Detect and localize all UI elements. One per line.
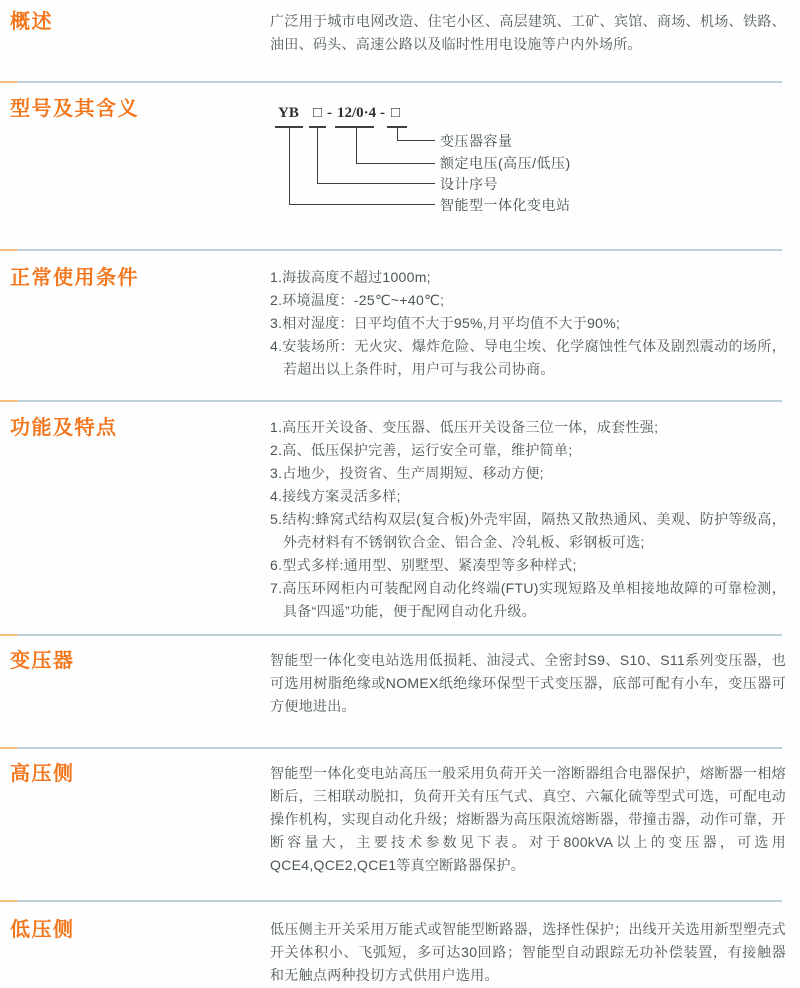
section-hv-body (270, 762, 800, 900)
section-heading-features: 功能及特点 (10, 417, 118, 439)
section-heading-lv: 低压侧 (10, 919, 75, 941)
section-features-head (0, 416, 270, 634)
model-designation-diagram (270, 97, 786, 237)
model-code-box2: □ (391, 105, 401, 121)
model-code-box1: □ (313, 105, 323, 121)
lv-paragraph: 低压侧主开关采用万能式或智能型断路器，选择性保护；出线开关选用新型塑壳式开关体积小、飞弧短，多可达30回路；智能型自动跟踪无功补偿装置，有接触器和无触点两种投切方式供用户选用。 (270, 921, 786, 983)
section-hv-head (0, 762, 270, 900)
section-heading-conditions: 正常使用条件 (10, 267, 139, 289)
model-code-voltage: 12/0·4 (337, 105, 377, 121)
condition-item: 3.相对湿度：日平均值不大于95%,月平均值不大于90%; (270, 315, 621, 331)
feature-item: 4.接线方案灵活多样; (270, 488, 401, 504)
condition-item: 1.海拔高度不超过1000m; (270, 269, 431, 285)
section-overview-body (270, 10, 800, 81)
diagram-label-transformer-capacity: 变压器容量 (440, 133, 513, 149)
overview-paragraph: 广泛用于城市电网改造、住宅小区、高层建筑、工矿、宾馆、商场、机场、铁路、油田、码头、高速公路以及临时性用电设施等户内外场所。 (270, 13, 786, 52)
feature-item: 6.型式多样:通用型、别墅型、紧凑型等多种样式; (270, 557, 577, 573)
section-operating-conditions (0, 251, 800, 400)
section-features-body (270, 416, 800, 634)
diagram-label-station-type: 智能型一体化变电站 (440, 197, 571, 213)
transformer-paragraph: 智能型一体化变电站选用低损耗、油浸式、全密封S9、S10、S11系列变压器，也可选用树脂绝缘或NOMEX纸绝缘环保型干式变压器，底部可配有小车，变压器可方便地进出。 (270, 652, 786, 714)
condition-item: 2.环境温度：-25℃~+40℃; (270, 292, 445, 308)
section-heading-transformer: 变压器 (10, 650, 75, 672)
section-low-voltage-side (0, 902, 800, 988)
section-transformer-head (0, 649, 270, 747)
diagram-label-design-serial: 设计序号 (440, 176, 498, 192)
feature-item: 2.高、低压保护完善，运行安全可靠，维护简单; (270, 442, 573, 458)
section-model-designation (0, 83, 800, 249)
model-code-dash1: - (327, 105, 332, 121)
section-features (0, 402, 800, 634)
feature-item: 7.高压环网柜内可装配网自动化终端(FTU)实现短路及单相接地故障的可靠检测，具备“四遥”功能，便于配网自动化升级。 (270, 580, 786, 619)
section-heading-hv: 高压侧 (10, 763, 75, 785)
section-overview (0, 0, 800, 81)
section-heading-model: 型号及其含义 (10, 98, 139, 120)
section-conditions-head (0, 266, 270, 400)
section-high-voltage-side (0, 749, 800, 900)
hv-paragraph: 智能型一体化变电站高压一般采用负荷开关一溶断器组合电器保护，熔断器一相熔断后，三相联动脱扣，负荷开关有压气式、真空、六氟化硫等型式可选，可配电动操作机构，实现自动化升级；熔断器为高压限流熔断器，带撞击器，动作可靠，开断容量大，主要技术参数见下表。对于800kVA以上的变压器，可选用QCE4,QCE2,QCE1等真空断路器保护。 (270, 765, 786, 873)
section-model-head (0, 97, 270, 249)
feature-item: 5.结构:蜂窝式结构双层(复合板)外壳牢固，隔热又散热通风、美观、防护等级高，外壳材料有不锈钢钦合金、铝合金、冷轧板、彩钢板可选; (270, 511, 786, 550)
model-code-prefix: YB (278, 105, 299, 121)
section-transformer-body (270, 649, 800, 747)
section-heading-overview: 概述 (10, 11, 53, 33)
condition-item: 4.安装场所：无火灾、爆炸危险、导电尘埃、化学腐蚀性气体及剧烈震动的场所，若超出以上条件时，用户可与我公司协商。 (270, 338, 786, 377)
section-lv-body (270, 918, 800, 988)
section-lv-head (0, 918, 270, 988)
model-code-dash2: - (380, 105, 385, 121)
diagram-label-rated-voltage: 额定电压(高压/低压) (440, 155, 571, 171)
connector-line-station (289, 128, 435, 205)
section-transformer (0, 636, 800, 747)
feature-item: 1.高压开关设备、变压器、低压开关设备三位一体，成套性强; (270, 419, 659, 435)
feature-item: 3.占地少，投资省、生产周期短、移动方便; (270, 465, 544, 481)
section-conditions-body (270, 266, 800, 400)
section-overview-head (0, 10, 270, 81)
section-model-body (270, 97, 800, 249)
